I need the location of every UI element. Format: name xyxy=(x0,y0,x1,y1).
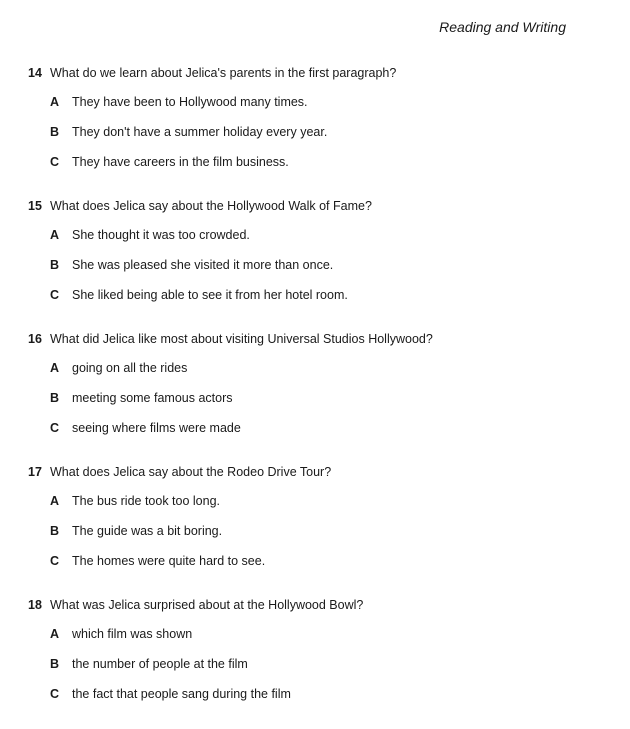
option-c[interactable] xyxy=(28,153,608,171)
question-stem xyxy=(28,197,608,215)
option-letter: B xyxy=(50,391,60,405)
question-number: 16 xyxy=(28,332,42,346)
option-letter: B xyxy=(50,258,60,272)
question-text: What did Jelica like most about visiting Universal Studios Hollywood? xyxy=(50,332,433,346)
option-letter: C xyxy=(50,155,60,169)
question-14 xyxy=(28,64,608,171)
option-letter: A xyxy=(50,494,60,508)
question-text: What do we learn about Jelica's parents in the first paragraph? xyxy=(50,66,397,80)
question-number: 14 xyxy=(28,66,42,80)
option-a[interactable] xyxy=(28,492,608,510)
option-letter: A xyxy=(50,95,60,109)
option-a[interactable] xyxy=(28,625,608,643)
option-text: going on all the rides xyxy=(72,361,188,375)
option-text: They have careers in the film business. xyxy=(72,155,289,169)
option-b[interactable] xyxy=(28,256,608,274)
option-text: She was pleased she visited it more than once. xyxy=(72,258,334,272)
option-text: The homes were quite hard to see. xyxy=(72,554,266,568)
option-c[interactable] xyxy=(28,685,608,703)
option-letter: C xyxy=(50,288,60,302)
option-a[interactable] xyxy=(28,93,608,111)
option-text: They have been to Hollywood many times. xyxy=(72,95,308,109)
option-letter: C xyxy=(50,687,60,701)
option-list xyxy=(28,226,608,304)
option-c[interactable] xyxy=(28,286,608,304)
option-letter: A xyxy=(50,228,60,242)
question-18 xyxy=(28,596,608,703)
option-text: the fact that people sang during the film xyxy=(72,687,291,701)
option-text: They don't have a summer holiday every year. xyxy=(72,125,328,139)
question-text: What was Jelica surprised about at the Hollywood Bowl? xyxy=(50,598,364,612)
option-letter: B xyxy=(50,524,60,538)
option-list xyxy=(28,93,608,171)
option-b[interactable] xyxy=(28,522,608,540)
question-number: 17 xyxy=(28,465,42,479)
option-text: She thought it was too crowded. xyxy=(72,228,250,242)
question-number: 15 xyxy=(28,199,42,213)
option-b[interactable] xyxy=(28,655,608,673)
option-b[interactable] xyxy=(28,389,608,407)
option-letter: C xyxy=(50,554,60,568)
question-15 xyxy=(28,197,608,304)
option-letter: A xyxy=(50,627,60,641)
option-b[interactable] xyxy=(28,123,608,141)
option-text: seeing where films were made xyxy=(72,421,241,435)
option-a[interactable] xyxy=(28,359,608,377)
section-title: Reading and Writing xyxy=(439,19,566,35)
option-text: the number of people at the film xyxy=(72,657,248,671)
question-text: What does Jelica say about the Hollywood Walk of Fame? xyxy=(50,199,372,213)
question-stem xyxy=(28,64,608,82)
option-list xyxy=(28,625,608,703)
option-list xyxy=(28,492,608,570)
question-stem xyxy=(28,596,608,614)
option-list xyxy=(28,359,608,437)
option-c[interactable] xyxy=(28,552,608,570)
option-c[interactable] xyxy=(28,419,608,437)
option-text: which film was shown xyxy=(72,627,193,641)
question-stem xyxy=(28,463,608,481)
question-list xyxy=(28,64,608,729)
question-text: What does Jelica say about the Rodeo Drive Tour? xyxy=(50,465,332,479)
question-16 xyxy=(28,330,608,437)
option-letter: A xyxy=(50,361,60,375)
option-text: The bus ride took too long. xyxy=(72,494,221,508)
question-17 xyxy=(28,463,608,570)
option-text: She liked being able to see it from her hotel room. xyxy=(72,288,348,302)
option-letter: B xyxy=(50,657,60,671)
question-stem xyxy=(28,330,608,348)
option-letter: C xyxy=(50,421,60,435)
option-text: meeting some famous actors xyxy=(72,391,233,405)
option-text: The guide was a bit boring. xyxy=(72,524,223,538)
option-letter: B xyxy=(50,125,60,139)
option-a[interactable] xyxy=(28,226,608,244)
question-number: 18 xyxy=(28,598,42,612)
